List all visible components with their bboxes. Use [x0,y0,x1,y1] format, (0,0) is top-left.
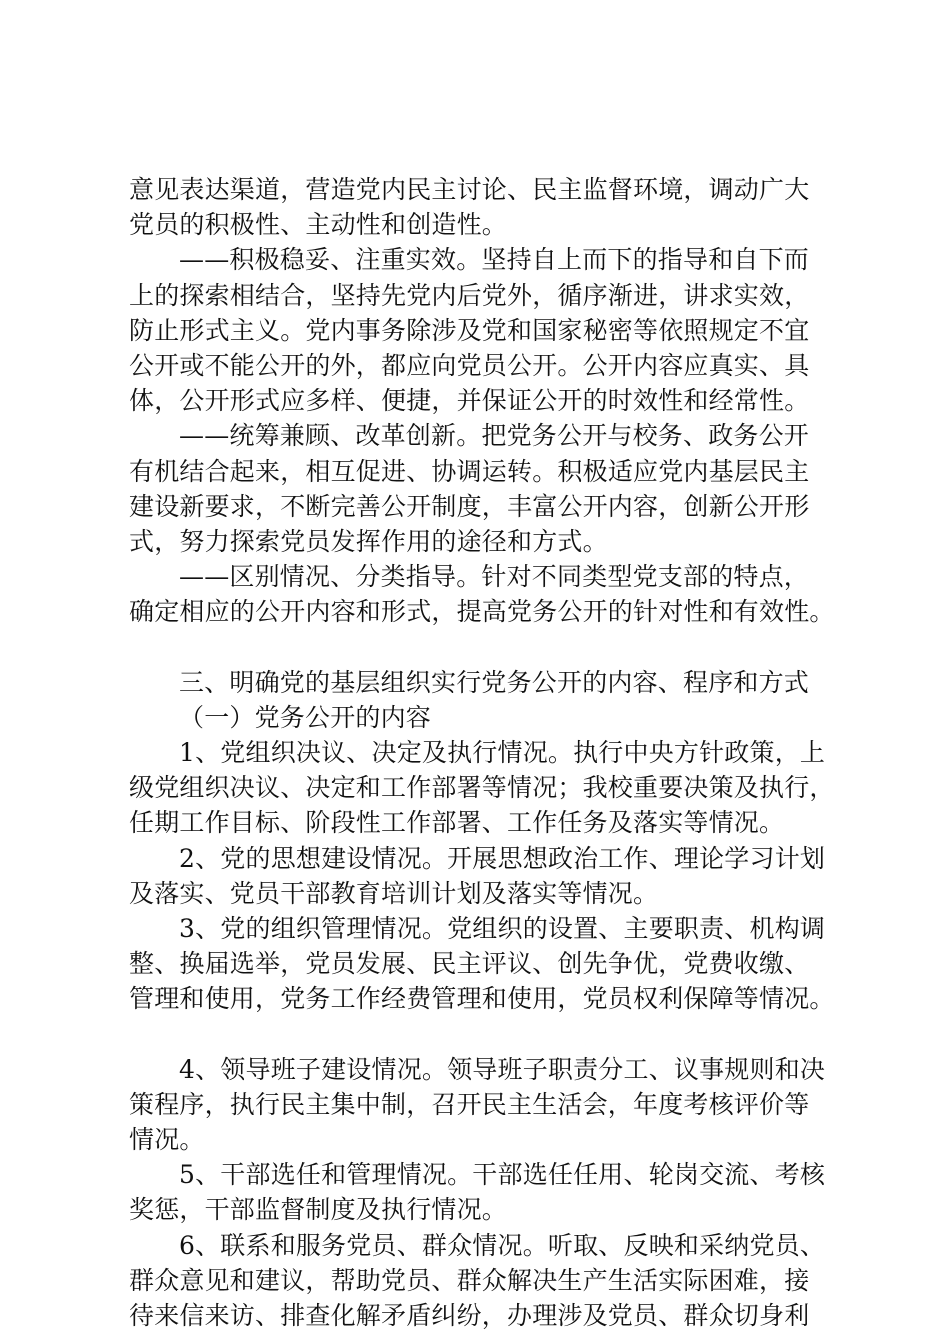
paragraph-start: ——统筹兼顾、改革创新。把党务公开与校务、政务公开 [179,421,810,451]
text-line: 式，努力探索党员发挥作用的途径和方式。 [129,526,608,556]
text-line: 有机结合起来，相互促进、协调运转。积极适应党内基层民主 [129,456,810,486]
text-line: 策程序，执行民主集中制，召开民主生活会，年度考核评价等 [129,1089,810,1119]
paragraph-start: 1、党组织决议、决定及执行情况。执行中央方针政策，上 [179,738,826,767]
paragraph-start: ——积极稳妥、注重实效。坚持自上而下的指导和自下而 [179,245,810,275]
text-line: 待来信来访、排查化解矛盾纠纷，办理涉及党员、群众切身利 [129,1301,810,1330]
text-line: 确定相应的公开内容和形式，提高党务公开的针对性和有效性。 [129,597,835,627]
paragraph-start: 2、党的思想建设情况。开展思想政治工作、理论学习计划 [179,843,826,873]
text-line: 及落实、党员干部教育培训计划及落实等情况。 [129,878,659,908]
paragraph-start: 5、干部选任和管理情况。干部选任任用、轮岗交流、考核 [179,1160,826,1190]
text-line: 建设新要求，不断完善公开制度，丰富公开内容，创新公开形 [129,491,810,521]
text-line: 整、换届选举，党员发展、民主评议、创先争优，党费收缴、 [129,949,810,979]
document-body [129,172,849,1333]
section-heading: 三、明确党的基层组织实行党务公开的内容、程序和方式 [179,667,810,697]
subsection-heading: （一）党务公开的内容 [179,702,432,732]
text-line: 防止形式主义。党内事务除涉及党和国家秘密等依照规定不宜 [129,315,810,345]
blank-line [129,629,849,664]
text-line: 群众意见和建议，帮助党员、群众解决生产生活实际困难，接 [129,1265,810,1295]
text-line: 任期工作目标、阶段性工作部署、工作任务及落实等情况。 [129,808,785,838]
text-line: 公开或不能公开的外，都应向党员公开。公开内容应真实、具 [129,350,810,380]
text-line: 管理和使用，党务工作经费管理和使用，党员权利保障等情况。 [129,984,835,1014]
paragraph-start: 6、联系和服务党员、群众情况。听取、反映和采纳党员、 [179,1230,826,1260]
text-line: 级党组织决议、决定和工作部署等情况；我校重要决策及执行， [129,773,835,803]
paragraph-start: ——区别情况、分类指导。针对不同类型党支部的特点， [179,562,810,592]
text-line: 体，公开形式应多样、便捷，并保证公开的时效性和经常性。 [129,386,810,416]
paragraph-start: 4、领导班子建设情况。领导班子职责分工、议事规则和决 [179,1054,826,1084]
paragraph-start: 3、党的组织管理情况。党组织的设置、主要职责、机构调 [179,913,826,943]
text-line: 意见表达渠道，营造党内民主讨论、民主监督环境，调动广大 [129,175,810,204]
text-line: 奖惩，干部监督制度及执行情况。 [129,1195,508,1225]
text-line: 党员的积极性、主动性和创造性。 [129,210,508,240]
blank-line [129,1017,849,1052]
text-line: 上的探索相结合，坚持先党内后党外，循序渐进，讲求实效， [129,280,810,310]
text-line: 情况。 [129,1125,205,1155]
